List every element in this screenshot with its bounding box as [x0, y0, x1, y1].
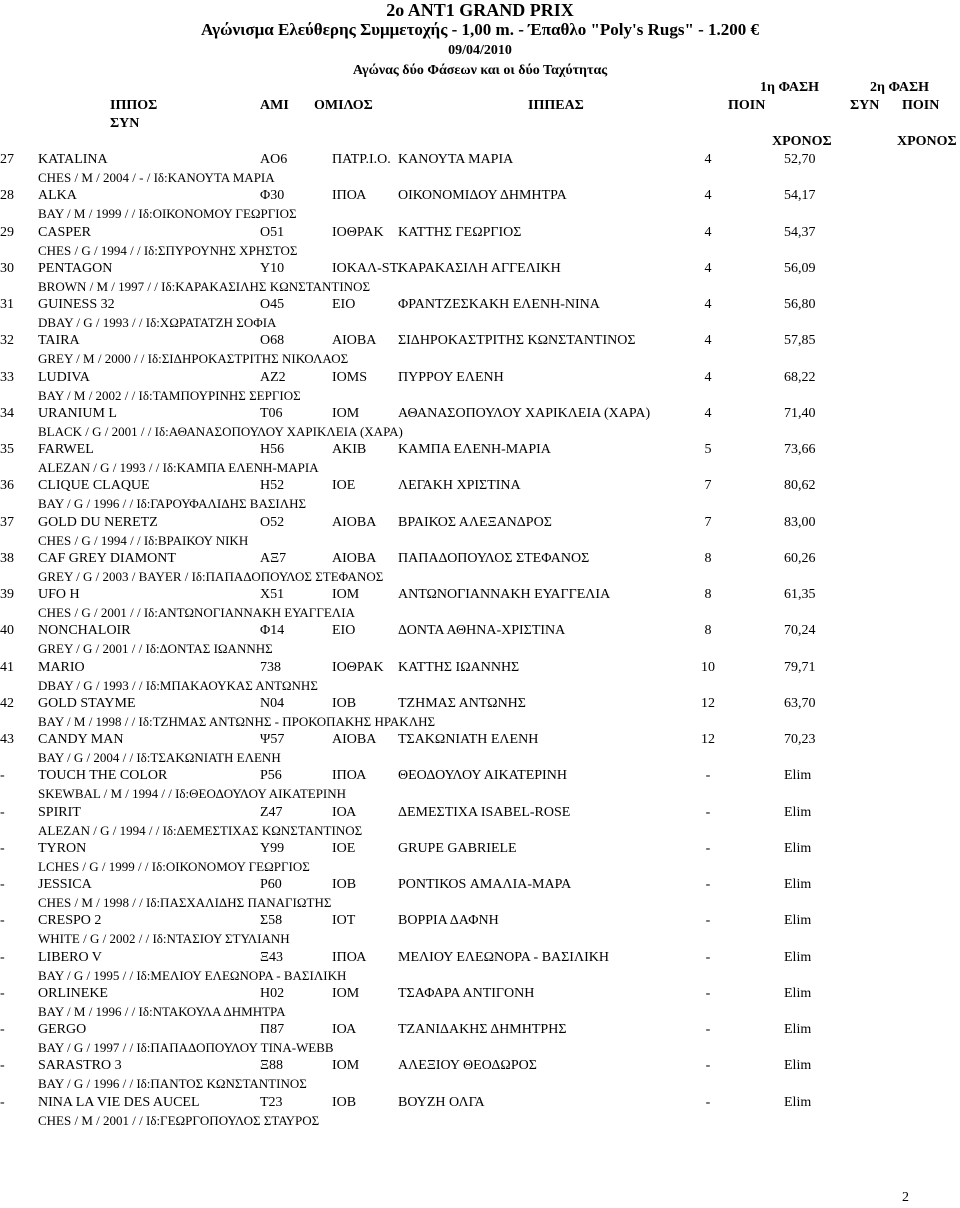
- horse-name: LIBERO V: [38, 950, 102, 965]
- phase1-time: 68,22: [784, 370, 816, 385]
- phase1-points: 8: [704, 587, 712, 602]
- rank: 29: [0, 225, 14, 240]
- phase1-points: 4: [704, 406, 712, 421]
- ami-code: T06: [260, 406, 283, 421]
- horse-name: JESSICA: [38, 877, 92, 892]
- horse-details: GREY / G / 2001 / / Ιδ:ΔΟΝΤΑΣ ΙΩΑΝΝΗΣ: [38, 641, 273, 656]
- result-row: [0, 406, 960, 442]
- horse-name: URANIUM L: [38, 406, 117, 421]
- rider-name: ΑΝΤΩΝΟΓΙΑΝΝΑΚΗ ΕΥΑΓΓΕΛΙΑ: [398, 587, 611, 602]
- rank: -: [0, 841, 5, 856]
- phase1-points: -: [705, 1058, 711, 1073]
- ami-code: Π87: [260, 1022, 285, 1037]
- phase1-points: 4: [704, 297, 712, 312]
- horse-name: CANDY MAN: [38, 732, 124, 747]
- result-row: [0, 551, 960, 587]
- horse-name: FARWEL: [38, 442, 94, 457]
- result-row: [0, 805, 960, 841]
- horse-details: BAY / G / 1996 / / Ιδ:ΓΑΡΟΥΦΑΛΙΔΗΣ ΒΑΣΙΛΗΣ: [38, 496, 307, 511]
- ami-column-header: ΑΜΙ: [260, 98, 289, 113]
- rank: 30: [0, 261, 14, 276]
- phase1-points: 4: [704, 370, 712, 385]
- horse-details: ALEZAN / G / 1993 / / Ιδ:ΚΑΜΠΑ ΕΛΕΝΗ-ΜΑΡΙΑ: [38, 460, 319, 475]
- phase1-points: 12: [701, 732, 715, 747]
- club-name: ΙΟΚΑΛ-ST.: [332, 261, 401, 276]
- horse-details: BAY / M / 1996 / / Ιδ:ΝΤΑΚΟΥΛΑ ΔΗΜΗΤΡΑ: [38, 1004, 286, 1019]
- phase1-points: 4: [704, 333, 712, 348]
- horse-name: CASPER: [38, 225, 91, 240]
- ami-code: O52: [260, 515, 285, 530]
- ami-code: Ξ43: [260, 950, 284, 965]
- rider-name: ΣΙΔΗΡΟΚΑΣΤΡΙΤΗΣ ΚΩΝΣΤΑΝΤΙΝΟΣ: [398, 333, 636, 348]
- phase1-time: Elim: [784, 1022, 812, 1037]
- rider-name: ΔΟΝΤΑ ΑΘΗΝΑ-ΧΡΙΣΤΙΝΑ: [398, 623, 566, 638]
- rider-name: ΚΑΝΟΥΤΑ ΜΑΡΙΑ: [398, 152, 514, 167]
- horse-details: CHES / M / 2004 / - / Ιδ:ΚΑΝΟΥΤΑ ΜΑΡΙΑ: [38, 170, 275, 185]
- ami-code: Z47: [260, 805, 283, 820]
- horse-name: TOUCH THE COLOR: [38, 768, 168, 783]
- rider-name: ΔΕΜΕΣΤΙΧΑ ISABEL-ROSE: [398, 805, 571, 820]
- club-name: ΙΟΒ: [332, 877, 357, 892]
- phase1-time: Elim: [784, 768, 812, 783]
- horse-name: NINA LA VIE DES AUCEL: [38, 1095, 200, 1110]
- horse-name: TAIRA: [38, 333, 80, 348]
- rider-name: ΒΡΑΙΚΟΣ ΑΛΕΞΑΝΔΡΟΣ: [398, 515, 552, 530]
- horse-name: SPIRIT: [38, 805, 81, 820]
- rider-name: ΜΕΛΙΟΥ ΕΛΕΩΝΟΡΑ - ΒΑΣΙΛΙΚΗ: [398, 950, 610, 965]
- phase1-time: Elim: [784, 1095, 812, 1110]
- phase1-points: 4: [704, 152, 712, 167]
- result-row: [0, 333, 960, 369]
- phase1-time: 83,00: [784, 515, 816, 530]
- phase1-time: 63,70: [784, 696, 816, 711]
- result-row: [0, 188, 960, 224]
- phase1-points: 10: [701, 660, 715, 675]
- phase1-points: -: [705, 986, 711, 1001]
- phase1-points-header: ΠΟΙΝ: [728, 98, 766, 113]
- phase1-time: Elim: [784, 913, 812, 928]
- rank: -: [0, 805, 5, 820]
- rider-name: ΟΙΚΟΝΟΜΙΔΟΥ ΔΗΜΗΤΡΑ: [398, 188, 567, 203]
- ami-code: 738: [260, 660, 281, 675]
- phase1-time: 79,71: [784, 660, 816, 675]
- ami-code: N04: [260, 696, 285, 711]
- rank: -: [0, 1095, 5, 1110]
- horse-column-header: ΙΠΠΟΣ: [110, 98, 158, 113]
- rank: -: [0, 877, 5, 892]
- horse-details: CHES / G / 2001 / / Ιδ:ΑΝΤΩΝΟΓΙΑΝΝΑΚΗ ΕΥΑΓΓΕΛΙΑ: [38, 605, 355, 620]
- rider-name: ΒΟΡΡΙΑ ΔΑΦΝΗ: [398, 913, 499, 928]
- horse-details: DBAY / G / 1993 / / Ιδ:ΧΩΡΑΤΑΤΖΗ ΣΟΦΙΑ: [38, 315, 277, 330]
- club-name: ΑΙΟΒΑ: [332, 333, 377, 348]
- ami-code: O51: [260, 225, 285, 240]
- phase1-time: 80,62: [784, 478, 816, 493]
- phase1-points: 7: [704, 478, 712, 493]
- phase1-points: 4: [704, 261, 712, 276]
- phase1-points: -: [705, 877, 711, 892]
- club-name: ΙΟΒ: [332, 1095, 357, 1110]
- phase1-time: Elim: [784, 950, 812, 965]
- horse-details: BLACK / G / 2001 / / Ιδ:ΑΘΑΝΑΣΟΠΟΥΛΟΥ ΧΑΡΙΚΛΕΙΑ (ΧΑΡΑ): [38, 424, 403, 439]
- phase1-time: 70,23: [784, 732, 816, 747]
- ami-code: Y99: [260, 841, 285, 856]
- rank: -: [0, 1022, 5, 1037]
- horse-name: GOLD STAYME: [38, 696, 136, 711]
- result-row: [0, 370, 960, 406]
- ami-code: Σ58: [260, 913, 283, 928]
- result-row: [0, 152, 960, 188]
- rider-name: ΚΑΤΤΗΣ ΙΩΑΝΝΗΣ: [398, 660, 520, 675]
- result-row: [0, 1058, 960, 1094]
- phase1-points: 4: [704, 225, 712, 240]
- rank: 35: [0, 442, 14, 457]
- horse-details: CHES / M / 1998 / / Ιδ:ΠΑΣΧΑΛΙΔΗΣ ΠΑΝΑΓΙΩΤΗΣ: [38, 895, 332, 910]
- rider-name: ΚΑΡΑΚΑΣΙΛΗ ΑΓΓΕΛΙΚΗ: [398, 261, 561, 276]
- club-name: ΙΟΘΡΑΚ: [332, 225, 384, 240]
- phase1-time: 73,66: [784, 442, 816, 457]
- horse-details: BAY / M / 1998 / / Ιδ:ΤΖΗΜΑΣ ΑΝΤΩΝΗΣ - ΠΡΟΚΟΠΑΚΗΣ ΗΡΑΚΛΗΣ: [38, 714, 436, 729]
- result-row: [0, 877, 960, 913]
- club-name: ΑΙΟΒΑ: [332, 551, 377, 566]
- horse-details: BAY / M / 1999 / / Ιδ:ΟΙΚΟΝΟΜΟΥ ΓΕΩΡΓΙΟΣ: [38, 206, 297, 221]
- club-name: ΙΟΤ: [332, 913, 356, 928]
- phase2-header: 2η ΦΑΣΗ: [870, 80, 929, 95]
- phase1-time-header: ΧΡΟΝΟΣ: [772, 134, 832, 149]
- club-name: ΙΟΒ: [332, 696, 357, 711]
- horse-name: CLIQUE CLAQUE: [38, 478, 150, 493]
- result-row: [0, 442, 960, 478]
- rider-name: ΤΖΗΜΑΣ ΑΝΤΩΝΗΣ: [398, 696, 526, 711]
- horse-details: ALEZAN / G / 1994 / / Ιδ:ΔΕΜΕΣΤΙΧΑΣ ΚΩΝΣΤΑΝΤΙΝΟΣ: [38, 823, 363, 838]
- phase1-time: 56,09: [784, 261, 816, 276]
- phase1-time: 71,40: [784, 406, 816, 421]
- rank: 28: [0, 188, 14, 203]
- phase1-points: -: [705, 841, 711, 856]
- horse-details: SKEWBAL / M / 1994 / / Ιδ:ΘΕΟΔΟΥΛΟΥ ΑΙΚΑΤΕΡΙΝΗ: [38, 786, 347, 801]
- phase1-points: 5: [704, 442, 712, 457]
- rank: -: [0, 986, 5, 1001]
- horse-name: CAF GREY DIAMONT: [38, 551, 176, 566]
- ami-code: P56: [260, 768, 282, 783]
- phase1-points: 12: [701, 696, 715, 711]
- phase1-points: 4: [704, 188, 712, 203]
- horse-details: BAY / G / 2004 / / Ιδ:ΤΣΑΚΩΝΙΑΤΗ ΕΛΕΝΗ: [38, 750, 281, 765]
- result-row: [0, 660, 960, 696]
- phase1-points: -: [705, 913, 711, 928]
- ami-code: Ψ57: [260, 732, 285, 747]
- phase1-time: 56,80: [784, 297, 816, 312]
- rider-name: ΘΕΟΔΟΥΛΟΥ ΑΙΚΑΤΕΡΙΝΗ: [398, 768, 567, 783]
- ami-code: H56: [260, 442, 285, 457]
- rank: 41: [0, 660, 14, 675]
- ami-code: Φ30: [260, 188, 285, 203]
- phase1-points: 7: [704, 515, 712, 530]
- club-name: ΙΠΟΑ: [332, 768, 367, 783]
- result-row: [0, 261, 960, 297]
- horse-name: ORLINEKE: [38, 986, 108, 1001]
- rank: -: [0, 1058, 5, 1073]
- rank: -: [0, 768, 5, 783]
- rank: 42: [0, 696, 14, 711]
- result-row: [0, 841, 960, 877]
- phase1-time: Elim: [784, 877, 812, 892]
- rider-name: ΚΑΜΠΑ ΕΛΕΝΗ-ΜΑΡΙΑ: [398, 442, 551, 457]
- document-title: 2ο ΑΝΤ1 GRAND PRIX: [386, 0, 574, 20]
- ami-code: H02: [260, 986, 285, 1001]
- syn-column-header: ΣΥΝ: [110, 116, 140, 131]
- ami-code: Y10: [260, 261, 285, 276]
- phase1-time: 60,26: [784, 551, 816, 566]
- rank: 31: [0, 297, 14, 312]
- club-name: ΙΟΜ: [332, 406, 360, 421]
- ami-code: Φ14: [260, 623, 285, 638]
- phase1-points: 8: [704, 551, 712, 566]
- result-row: [0, 696, 960, 732]
- result-row: [0, 515, 960, 551]
- rank: 33: [0, 370, 14, 385]
- club-name: ΑΙΟΒΑ: [332, 515, 377, 530]
- phase1-points: -: [705, 805, 711, 820]
- rank: 38: [0, 551, 14, 566]
- club-name: ΙΟΕ: [332, 478, 356, 493]
- horse-details: BAY / G / 1996 / / Ιδ:ΠΑΝΤΟΣ ΚΩΝΣΤΑΝΤΙΝΟΣ: [38, 1076, 307, 1091]
- horse-name: UFO H: [38, 587, 80, 602]
- horse-details: LCHES / G / 1999 / / Ιδ:ΟΙΚΟΝΟΜΟΥ ΓΕΩΡΓΙΟΣ: [38, 859, 310, 874]
- club-name: ΙΟΘΡΑΚ: [332, 660, 384, 675]
- rank: 32: [0, 333, 14, 348]
- phase1-points: -: [705, 1022, 711, 1037]
- result-row: [0, 587, 960, 623]
- phase1-points: -: [705, 768, 711, 783]
- rank: 34: [0, 406, 14, 421]
- result-row: [0, 913, 960, 949]
- horse-name: CRESPO 2: [38, 913, 102, 928]
- phase1-time: 54,37: [784, 225, 816, 240]
- rank: 36: [0, 478, 14, 493]
- horse-details: GREY / G / 2003 / BAYER / Ιδ:ΠΑΠΑΔΟΠΟΥΛΟΣ ΣΤΕΦΑΝΟΣ: [38, 569, 384, 584]
- result-row: [0, 732, 960, 768]
- rank: -: [0, 950, 5, 965]
- horse-name: MARIO: [38, 660, 85, 675]
- club-name: ΙΟΕ: [332, 841, 356, 856]
- phase2-points-header: ΠΟΙΝ: [902, 98, 940, 113]
- rider-name: ΛΕΓΑΚΗ ΧΡΙΣΤΙΝΑ: [398, 478, 521, 493]
- club-name: ΙΠΟΑ: [332, 188, 367, 203]
- horse-details: BAY / M / 2002 / / Ιδ:ΤΑΜΠΟΥΡΙΝΗΣ ΣΕΡΓΙΟΣ: [38, 388, 301, 403]
- horse-name: KATALINA: [38, 152, 108, 167]
- rank: 40: [0, 623, 14, 638]
- horse-details: WHITE / G / 2002 / / Ιδ:ΝΤΑΣΙΟΥ ΣΤΥΛΙΑΝΗ: [38, 931, 290, 946]
- phase1-header: 1η ΦΑΣΗ: [760, 80, 819, 95]
- rank: 27: [0, 152, 14, 167]
- horse-name: GOLD DU NERETZ: [38, 515, 158, 530]
- ami-code: AZ2: [260, 370, 286, 385]
- ami-code: ΑΞ7: [260, 551, 287, 566]
- rider-name: ΠΥΡΡΟΥ ΕΛΕΝΗ: [398, 370, 504, 385]
- horse-details: CHES / M / 2001 / / Ιδ:ΓΕΩΡΓΟΠΟΥΛΟΣ ΣΤΑΥΡΟΣ: [38, 1113, 320, 1128]
- rider-name: ΡΟΝΤΙΚΟS ΑΜΑΛΙΑ-ΜΑΡΑ: [398, 877, 572, 892]
- rider-name: ΤΣΑΦΑΡΑ ΑΝΤΙΓΟΝΗ: [398, 986, 535, 1001]
- rank: 43: [0, 732, 14, 747]
- rider-name: ΤΣΑΚΩΝΙΑΤΗ ΕΛΕΝΗ: [398, 732, 539, 747]
- club-name: ΙΠΟΑ: [332, 950, 367, 965]
- rider-name: ΒΟΥΖΗ ΟΛΓΑ: [398, 1095, 485, 1110]
- result-row: [0, 1095, 960, 1131]
- rider-name: ΠΑΠΑΔΟΠΟΥΛΟΣ ΣΤΕΦΑΝΟΣ: [398, 551, 590, 566]
- rider-name: ΦΡΑΝΤΖΕΣΚΑΚΗ ΕΛΕΝΗ-ΝΙΝΑ: [398, 297, 600, 312]
- rider-name: ΤΖΑΝΙΔΑΚΗΣ ΔΗΜΗΤΡΗΣ: [398, 1022, 567, 1037]
- phase1-time: Elim: [784, 986, 812, 1001]
- phase1-time: Elim: [784, 805, 812, 820]
- club-name: ΙΟΑ: [332, 1022, 357, 1037]
- result-row: [0, 478, 960, 514]
- event-type: Αγώνας δύο Φάσεων και οι δύο Ταχύτητας: [352, 63, 608, 78]
- phase1-points: 8: [704, 623, 712, 638]
- rider-column-header: ΙΠΠΕΑΣ: [528, 98, 584, 113]
- phase2-syn-header: ΣΥΝ: [850, 98, 880, 113]
- result-row: [0, 986, 960, 1022]
- result-row: [0, 768, 960, 804]
- result-row: [0, 225, 960, 261]
- page-number: 2: [902, 1190, 909, 1205]
- phase1-time: 61,35: [784, 587, 816, 602]
- ami-code: O45: [260, 297, 285, 312]
- rider-name: GRUPE GABRIELE: [398, 841, 517, 856]
- phase1-points: -: [705, 1095, 711, 1110]
- horse-details: GREY / M / 2000 / / Ιδ:ΣΙΔΗΡΟΚΑΣΤΡΙΤΗΣ ΝΙΚΟΛΑΟΣ: [38, 351, 349, 366]
- rank: 39: [0, 587, 14, 602]
- result-row: [0, 1022, 960, 1058]
- horse-details: CHES / G / 1994 / / Ιδ:ΣΠΥΡΟΥΝΗΣ ΧΡΗΣΤΟΣ: [38, 243, 298, 258]
- horse-name: SARASTRO 3: [38, 1058, 122, 1073]
- ami-code: O68: [260, 333, 285, 348]
- club-name: ΑΚΙΒ: [332, 442, 367, 457]
- club-name: ΙΟΜS: [332, 370, 368, 385]
- phase1-points: -: [705, 950, 711, 965]
- ami-code: T23: [260, 1095, 283, 1110]
- horse-name: LUDIVA: [38, 370, 90, 385]
- club-name: ΙΟΜ: [332, 986, 360, 1001]
- phase1-time: 70,24: [784, 623, 816, 638]
- ami-code: P60: [260, 877, 282, 892]
- club-name: ΕΙΟ: [332, 623, 356, 638]
- ami-code: X51: [260, 587, 285, 602]
- rider-name: ΚΑΤΤΗΣ ΓΕΩΡΓΙΟΣ: [398, 225, 522, 240]
- horse-name: GERGO: [38, 1022, 87, 1037]
- horse-name: TYRON: [38, 841, 87, 856]
- club-name: ΙΟΑ: [332, 805, 357, 820]
- phase1-time: Elim: [784, 841, 812, 856]
- rider-name: ΑΘΑΝΑΣΟΠΟΥΛΟΥ ΧΑΡΙΚΛΕΙΑ (ΧΑΡΑ): [398, 406, 651, 421]
- horse-details: DBAY / G / 1993 / / Ιδ:ΜΠΑΚΑΟΥΚΑΣ ΑΝΤΩΝΗΣ: [38, 678, 318, 693]
- horse-details: BROWN / M / 1997 / / Ιδ:ΚΑΡΑΚΑΣΙΛΗΣ ΚΩΝΣΤΑΝΤΙΝΟΣ: [38, 279, 371, 294]
- horse-details: CHES / G / 1994 / / Ιδ:ΒΡΑΙΚΟΥ ΝΙΚΗ: [38, 533, 249, 548]
- horse-name: NONCHALOIR: [38, 623, 131, 638]
- rider-name: ΑΛΕΞΙΟΥ ΘΕΟΔΩΡΟΣ: [398, 1058, 537, 1073]
- ami-code: AO6: [260, 152, 288, 167]
- rank: 37: [0, 515, 14, 530]
- event-subtitle: Αγώνισμα Ελεύθερης Συμμετοχής - 1,00 m. - Έπαθλο "Poly's Rugs" - 1.200 €: [200, 20, 760, 39]
- result-row: [0, 623, 960, 659]
- horse-name: PENTAGON: [38, 261, 113, 276]
- club-name: ΠΑΤΡ.Ι.Ο.: [332, 152, 391, 167]
- club-column-header: ΟΜΙΛΟΣ: [314, 98, 373, 113]
- result-row: [0, 297, 960, 333]
- result-row: [0, 950, 960, 986]
- club-name: ΑΙΟΒΑ: [332, 732, 377, 747]
- horse-details: BAY / G / 1997 / / Ιδ:ΠΑΠΑΔΟΠΟΥΛΟΥ TINA-WEBB: [38, 1040, 334, 1055]
- phase1-time: Elim: [784, 1058, 812, 1073]
- phase1-time: 52,70: [784, 152, 816, 167]
- club-name: ΙΟΜ: [332, 587, 360, 602]
- horse-name: GUINESS 32: [38, 297, 115, 312]
- phase1-time: 54,17: [784, 188, 816, 203]
- horse-details: BAY / G / 1995 / / Ιδ:ΜΕΛΙΟΥ ΕΛΕΩΝΟΡΑ - ΒΑΣΙΛΙΚΗ: [38, 968, 347, 983]
- phase2-time-header: ΧΡΟΝΟΣ: [897, 134, 957, 149]
- horse-name: ALKA: [38, 188, 77, 203]
- ami-code: H52: [260, 478, 285, 493]
- event-date: 09/04/2010: [448, 43, 512, 58]
- club-name: ΕΙΟ: [332, 297, 356, 312]
- club-name: ΙΟΜ: [332, 1058, 360, 1073]
- rank: -: [0, 913, 5, 928]
- ami-code: Ξ88: [260, 1058, 284, 1073]
- phase1-time: 57,85: [784, 333, 816, 348]
